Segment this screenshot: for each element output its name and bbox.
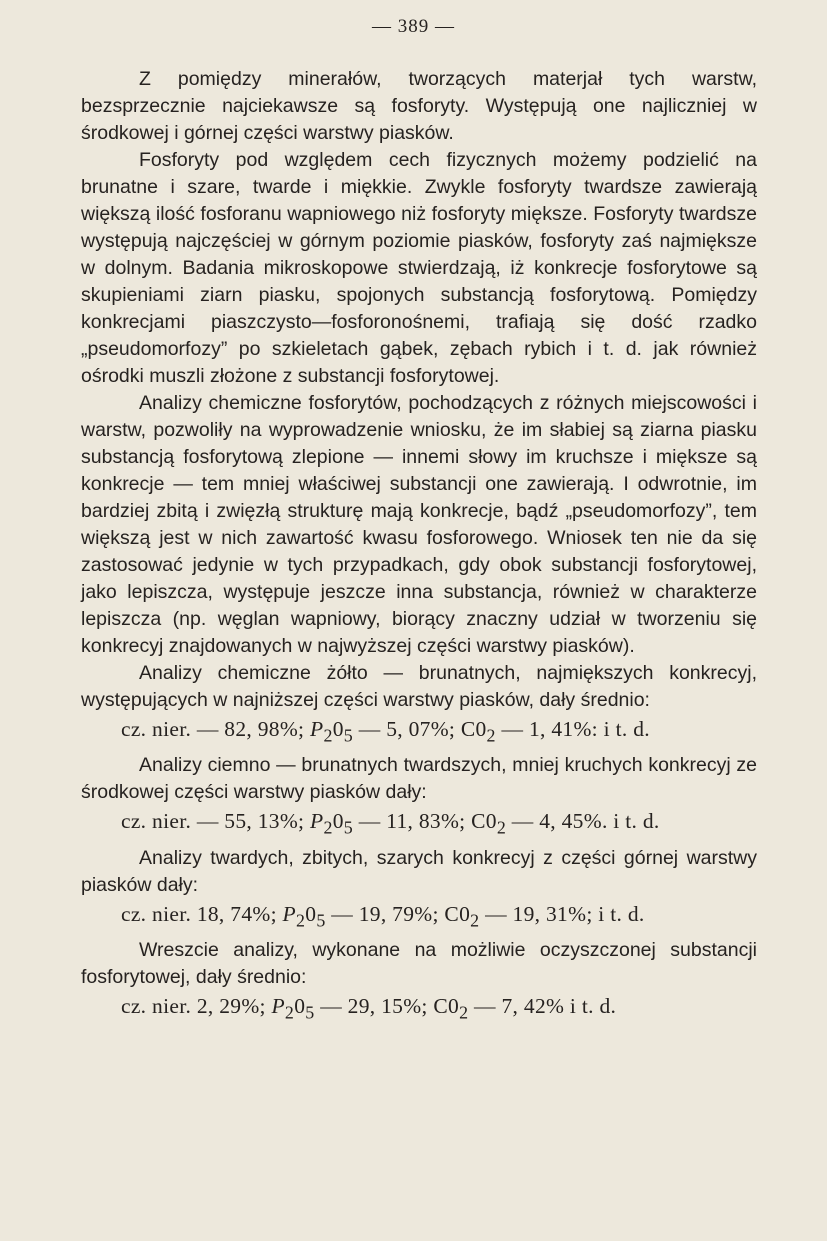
- analysis-formula-3: cz. nier. 18, 74%; $P_20_5$ — 19, 79%; $C0_2$ — 19, 31%; i t. d.: [121, 901, 645, 930]
- analysis-formula-4: cz. nier. 2, 29%; $P_20_5$ — 29, 15%; $C0_2$ — 7, 42% i t. d.: [121, 993, 617, 1023]
- paragraph-chemical-analyses: Analizy chemiczne fosforytów, pochodzących z różnych miejscowości i warstw, pozwoliły na wyprowadzenie wniosku, że im słabiej są ziarna piasku substancją fosforytową zlepione — innemi słowy im kruchsze i miększe są konkrecje — tem mniej właściwej substancji one zawierają. I odwrotnie, im bardziej zbitą i zwięzłą strukturę mają konkrecje, bądź „pseudomorfozy”, tem większą jest w nich zawartość kwasu fosforowego. Wniosek ten nie da się zastosować jedynie w tych przypadkach, gdy obok substancji fosforytowej, jako lepiszcza, występuje jeszcze inna substancja, również w charakterze lepiszcza (np. węglan wapniowy, biorący znaczny udział w tworzeniu się konkrecyj znajdowanych w najwyższej części warstwy piasków).: [81, 392, 757, 657]
- paragraph-analysis-intro-1: Analizy chemiczne żółto — brunatnych, najmiększych konkrecyj, występujących w najniższej części warstwy piasków, dały średnio:: [81, 662, 757, 711]
- paragraph-analysis-intro-3: Analizy twardych, zbitych, szarych konkrecyj z części górnej warstwy piasków dały:: [81, 846, 757, 896]
- analysis-formula-2: cz. nier. — 55, 13%; $P_20_5$ — 11, 83%; $C0_2$ — 4, 45%. i t. d.: [121, 809, 660, 838]
- page-number: — 389 —: [372, 16, 455, 37]
- paragraph-minerals: Z pomiędzy minerałów, tworzących materjał tych warstw, bezsprzecznie najciekawsze są fosforyty. Występują one najliczniej w środkowej i górnej części warstwy piasków.: [81, 68, 757, 144]
- analysis-formula-1: cz. nier. — 82, 98%; $P_20_5$ — 5, 07%; $C0_2$ — 1, 41%: i t. d.: [121, 717, 650, 746]
- page-body: [81, 66, 757, 1029]
- paragraph-analysis-intro-4: Wreszcie analizy, wykonane na możliwie oczyszczonej substancji fosforytowej, dały średnio:: [81, 938, 757, 988]
- paragraph-physical-properties: Fosforyty pod względem cech fizycznych możemy podzielić na brunatne i szare, twarde i miękkie. Zwykle fosforyty twardsze zawierają większą ilość fosforanu wapniowego niż fosforyty miększe. Fosforyty twardsze występują najczęściej w górnym poziomie piasków, fosforyty zaś najmiększe w dolnym. Badania mikroskopowe stwierdzają, iż konkrecje fosforytowe są skupieniami ziarn piasku, spojonych substancją fosforytową. Pomiędzy konkrecjami piaszczysto—fosforonośnemi, trafiają się dość rzadko „pseudomorfozy” po szkieletach gąbek, zębach rybich i t. d. jak również ośrodki muszli złożone z substancji fosforytowej.: [81, 149, 757, 387]
- paragraph-analysis-intro-2: Analizy ciemno — brunatnych twardszych, mniej kruchych konkrecyj ze środkowej części warstwy piasków dały:: [81, 754, 757, 804]
